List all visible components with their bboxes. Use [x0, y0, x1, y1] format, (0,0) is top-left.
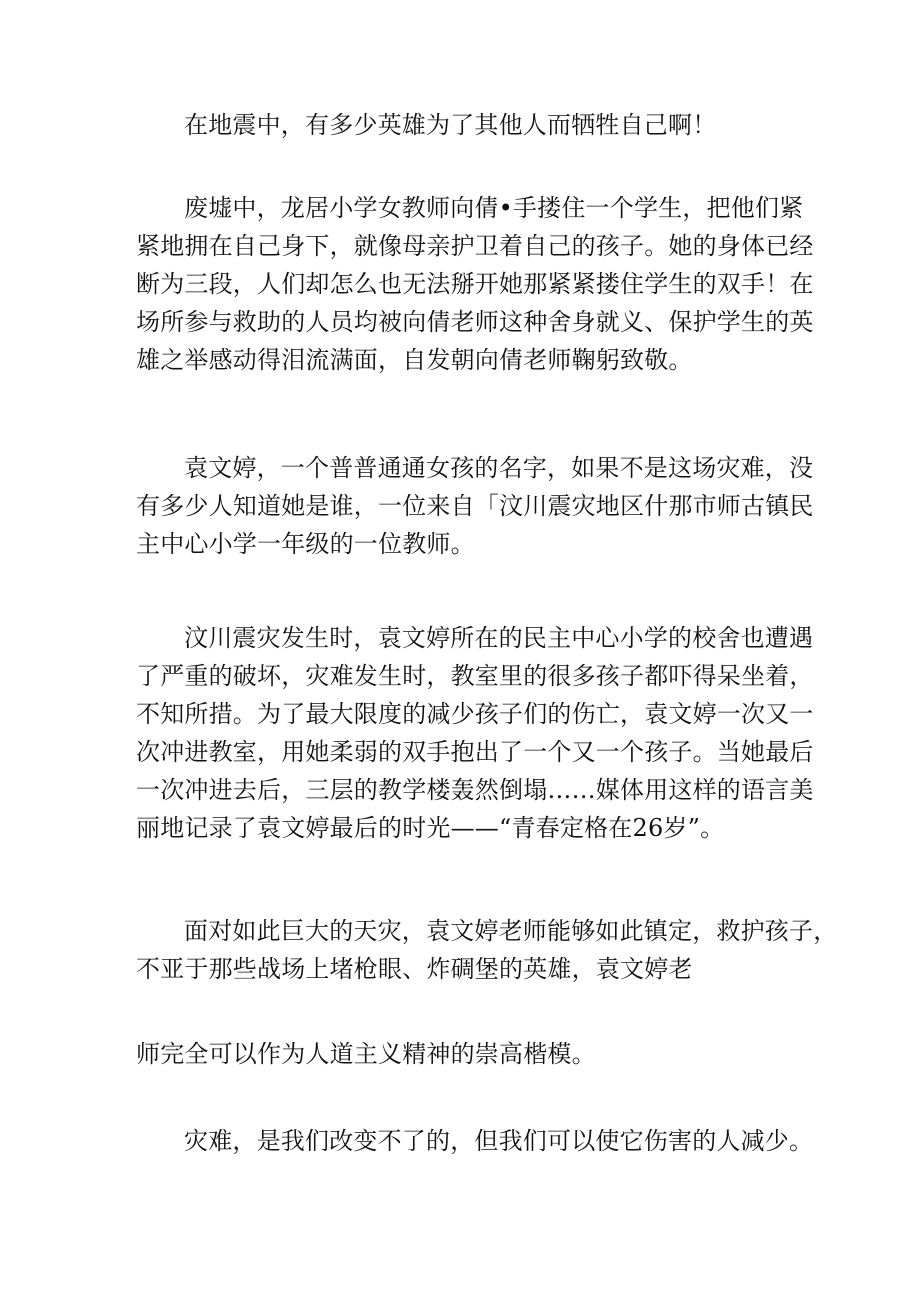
- paragraph-7: [136, 1122, 814, 1160]
- text-line: 废墟中，龙居小学女教师向倩•手搂住一个学生，把他们紧: [184, 194, 804, 222]
- paragraph-4: [136, 619, 814, 847]
- text-line: 次冲进教室，用她柔弱的双手抱出了一个又一个孩子。当她最后: [136, 738, 814, 766]
- paragraph-6: [136, 1035, 796, 1073]
- paragraph-1: [136, 106, 796, 144]
- paragraph-5: [136, 912, 838, 988]
- text-line: 在地震中，有多少英雄为了其他人而牺牲自己啊！: [184, 111, 717, 139]
- text-line: 不亚于那些战场上堵枪眼、炸碉堡的英雄，袁文婷老: [136, 955, 693, 983]
- text-line: 雄之举感动得泪流满面，自发朝向倩老师鞠躬致敬。: [136, 346, 693, 374]
- text-line: 不知所措。为了最大限度的减少孩子们的伤亡，袁文婷一次又一: [136, 700, 814, 728]
- text-line: 袁文婷，一个普普通通女孩的名字，如果不是这场灾难，没: [184, 454, 814, 482]
- text-line: 主中心小学一年级的一位教师。: [136, 530, 475, 558]
- text-line: 丽地记录了袁文婷最后的时光——“青春定格在26岁”。: [136, 814, 725, 842]
- text-line: 面对如此巨大的天灾，袁文婷老师能够如此镇定，救护孩子，: [184, 917, 838, 945]
- paragraph-2: [136, 189, 814, 379]
- text-line: 灾难，是我们改变不了的，但我们可以使它伤害的人减少。: [184, 1127, 814, 1155]
- text-line: 场所参与救助的人员均被向倩老师这种舍身就义、保护学生的英: [136, 308, 814, 336]
- text-line: 师完全可以作为人道主义精神的崇高楷模。: [136, 1040, 596, 1068]
- text-line: 紧地拥在自己身下，就像母亲护卫着自己的孩子。她的身体已经: [136, 232, 814, 260]
- text-line: 一次冲进去后，三层的教学楼轰然倒塌……媒体用这样的语言美: [136, 776, 814, 804]
- text-line: 断为三段，人们却怎么也无法掰开她那紧紧搂住学生的双手！在: [136, 270, 814, 298]
- text-line: 有多少人知道她是谁，一位来自「汶川震灾地区什那市师古镇民: [136, 492, 814, 520]
- paragraph-3: [136, 449, 814, 563]
- text-line: 了严重的破坏，灾难发生时，教室里的很多孩子都吓得呆坐着，: [136, 662, 814, 690]
- text-line: 汶川震灾发生时，袁文婷所在的民主中心小学的校舍也遭遇: [184, 624, 814, 652]
